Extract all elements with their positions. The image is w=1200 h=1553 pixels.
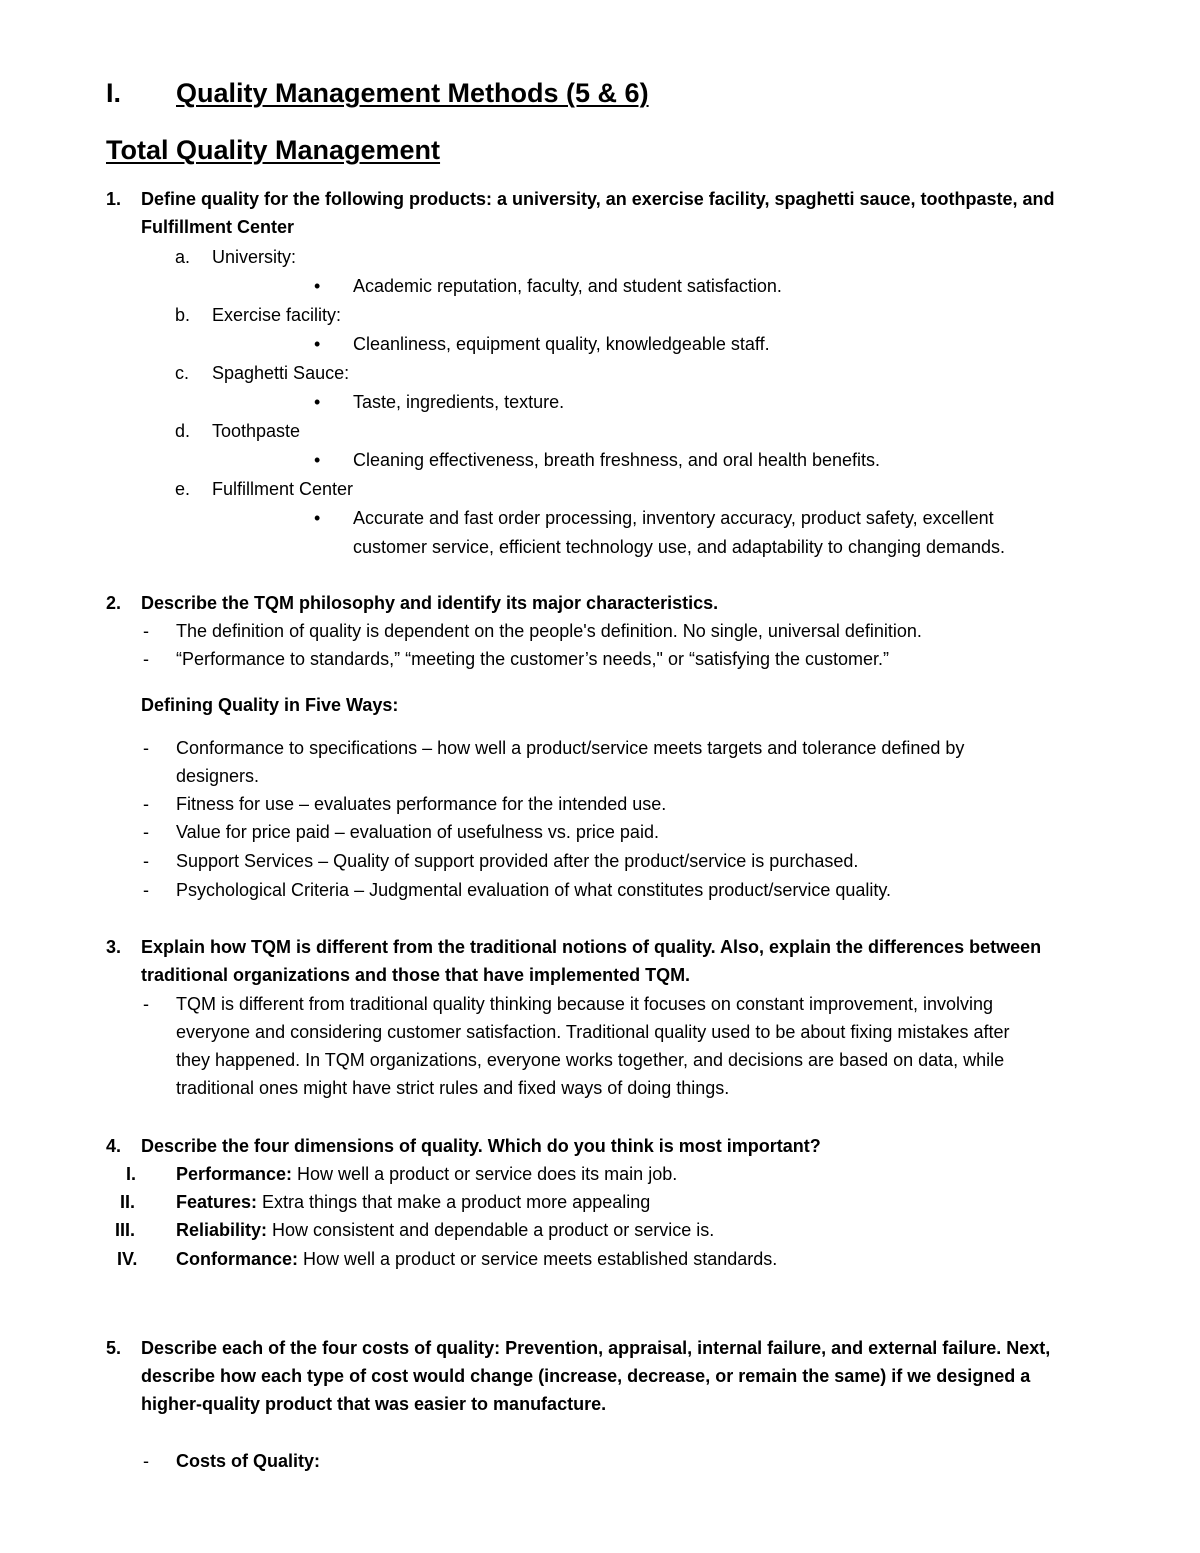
q4-dim-4-term: Conformance: — [176, 1249, 299, 1269]
bullet-icon: • — [314, 508, 321, 528]
q4-dim-3-num: III. — [115, 1220, 136, 1240]
q2-way-1-line2: designers. — [176, 766, 260, 786]
q1-question-line1: Define quality for the following products: a university, an exercise facility, spaghetti sauce, toothpaste, and — [141, 189, 1055, 209]
bullet-icon: • — [314, 276, 321, 296]
dash-icon: - — [143, 851, 149, 871]
q2-question: Describe the TQM philosophy and identify its major characteristics. — [141, 593, 719, 613]
q4-dim-1-term: Performance: — [176, 1164, 293, 1184]
q5-number: 5. — [106, 1338, 122, 1358]
q4-dim-4 — [176, 1250, 777, 1268]
q3-answer-line3: they happened. In TQM organizations, everyone works together, and decisions are based on data, while — [176, 1050, 1005, 1070]
q1-a-letter: a. — [175, 247, 191, 267]
q4-dim-2-desc: Extra things that make a product more appealing — [257, 1192, 651, 1212]
q4-dim-4-desc: How well a product or service meets established standards. — [298, 1249, 778, 1269]
dash-icon: - — [143, 1451, 149, 1471]
q3-question-line1: Explain how TQM is different from the traditional notions of quality. Also, explain the differences between — [141, 937, 1042, 957]
q1-e-answer-line2: customer service, efficient technology use, and adaptability to changing demands. — [353, 537, 1006, 557]
q3-answer-line2: everyone and considering customer satisfaction. Traditional quality used to be about fixing mistakes after — [176, 1022, 1010, 1042]
dash-icon: - — [143, 880, 149, 900]
q4-number: 4. — [106, 1136, 122, 1156]
dash-icon: - — [143, 621, 149, 641]
q2-way-5: Psychological Criteria – Judgmental evaluation of what constitutes product/service quality. — [176, 880, 892, 900]
q1-question-line2: Fulfillment Center — [141, 217, 295, 237]
q1-e-answer-line1: Accurate and fast order processing, inventory accuracy, product safety, excellent — [353, 508, 994, 528]
dash-icon: - — [143, 738, 149, 758]
q1-b-answer: Cleanliness, equipment quality, knowledgeable staff. — [353, 334, 770, 354]
q4-dim-1-desc: How well a product or service does its main job. — [292, 1164, 678, 1184]
heading-roman: I. — [106, 78, 122, 108]
dash-icon: - — [143, 822, 149, 842]
dash-icon: - — [143, 794, 149, 814]
q3-answer-line4: traditional ones might have strict rules and fixed ways of doing things. — [176, 1078, 730, 1098]
q4-dim-3-desc: How consistent and dependable a product or service is. — [267, 1220, 715, 1240]
subheading: Total Quality Management — [106, 135, 441, 165]
q2-number: 2. — [106, 593, 122, 613]
q4-dim-2 — [176, 1193, 650, 1211]
q1-c-letter: c. — [175, 363, 190, 383]
dash-icon: - — [143, 994, 149, 1014]
q4-dim-1 — [176, 1165, 677, 1183]
q1-a-label: University: — [212, 247, 297, 267]
q5-question-line3: higher-quality product that was easier to manufacture. — [141, 1394, 607, 1414]
q4-dim-4-num: IV. — [117, 1249, 138, 1269]
q2-way-3: Value for price paid – evaluation of usefulness vs. price paid. — [176, 822, 659, 842]
q1-b-letter: b. — [175, 305, 191, 325]
q3-answer-line1: TQM is different from traditional quality thinking because it focuses on constant improvement, involving — [176, 994, 994, 1014]
q1-d-answer: Cleaning effectiveness, breath freshness, and oral health benefits. — [353, 450, 881, 470]
q1-d-letter: d. — [175, 421, 191, 441]
q4-dim-2-term: Features: — [176, 1192, 258, 1212]
q3-number: 3. — [106, 937, 122, 957]
q4-dim-3 — [176, 1221, 714, 1239]
q1-b-label: Exercise facility: — [212, 305, 342, 325]
q5-costs-label: Costs of Quality: — [176, 1451, 321, 1471]
q1-number: 1. — [106, 189, 122, 209]
q4-dim-1-num: I. — [126, 1164, 137, 1184]
q2-answer-2: “Performance to standards,” “meeting the customer’s needs," or “satisfying the customer.” — [176, 649, 890, 669]
q5-question-line2: describe how each type of cost would change (increase, decrease, or remain the same) if we designed a — [141, 1366, 1031, 1386]
bullet-icon: • — [314, 392, 321, 412]
q4-question: Describe the four dimensions of quality. Which do you think is most important? — [141, 1136, 821, 1156]
q1-e-label: Fulfillment Center — [212, 479, 354, 499]
q3-question-line2: traditional organizations and those that have implemented TQM. — [141, 965, 691, 985]
q1-c-label: Spaghetti Sauce: — [212, 363, 350, 383]
q2-way-2: Fitness for use – evaluates performance for the intended use. — [176, 794, 667, 814]
bullet-icon: • — [314, 450, 321, 470]
q4-dim-3-term: Reliability: — [176, 1220, 268, 1240]
q2-way-4: Support Services – Quality of support provided after the product/service is purchased. — [176, 851, 859, 871]
q2-answer-1: The definition of quality is dependent on the people's definition. No single, universal definition. — [176, 621, 922, 641]
bullet-icon: • — [314, 334, 321, 354]
q4-dim-2-num: II. — [120, 1192, 136, 1212]
q2-way-1-line1: Conformance to specifications – how well a product/service meets targets and tolerance defined by — [176, 738, 965, 758]
q1-e-letter: e. — [175, 479, 191, 499]
dash-icon: - — [143, 649, 149, 669]
q1-c-answer: Taste, ingredients, texture. — [353, 392, 565, 412]
q1-d-label: Toothpaste — [212, 421, 301, 441]
q2-subheading: Defining Quality in Five Ways: — [141, 695, 399, 715]
q5-question-line1: Describe each of the four costs of quality: Prevention, appraisal, internal failure, and external failure. Next, — [141, 1338, 1051, 1358]
q1-a-answer: Academic reputation, faculty, and student satisfaction. — [353, 276, 782, 296]
heading-title: Quality Management Methods (5 & 6) — [176, 78, 649, 108]
